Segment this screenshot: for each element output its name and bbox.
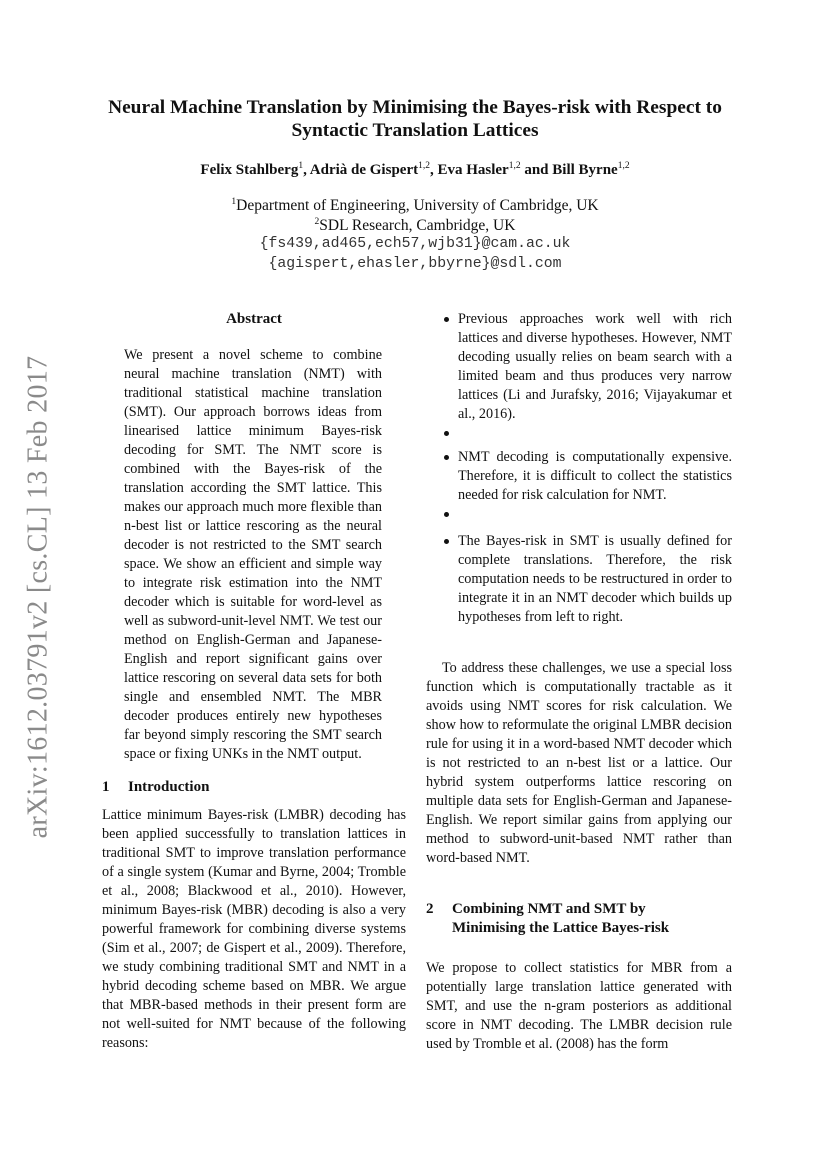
affiliation-2 <box>95 216 735 236</box>
title-line-1: Neural Machine Translation by Minimising the Bayes-risk with Respect to <box>108 97 722 118</box>
section-1-heading <box>102 778 406 797</box>
section-2-title-line-2: Minimising the Lattice Bayes-risk <box>452 920 670 936</box>
author-name: Adrià de Gispert <box>309 162 419 178</box>
right-paragraph: To address these challenges, we use a special loss function which is computationally tractable as it avoids using NMT scores for risk calculation. We show how to reformulate the original LMBR decision rule for using it in a word-based NMT decoder which is not restricted to an n-best list or a lattice. Our hybrid system outperforms lattice rescoring on multiple data sets for English-German and Japanese-English. We report similar gains from applying our method to subword-unit-based NMT rather than word-based NMT. <box>426 660 732 866</box>
right-column <box>426 310 732 1054</box>
spacer <box>426 627 732 659</box>
affiliation-2-sup: 2 <box>314 216 320 227</box>
affiliations <box>95 196 735 274</box>
author-separator: and <box>520 162 553 178</box>
title-line-2: Syntactic Translation Lattices <box>291 120 539 141</box>
bullet-item-2: NMT decoding is computationally expensive. Therefore, it is difficult to collect the statistics needed for risk calculation for NMT. <box>426 448 732 505</box>
affiliation-1 <box>95 196 735 216</box>
author-affil-sup: 1 <box>298 161 304 171</box>
spacer <box>426 868 732 886</box>
section-2-heading <box>426 900 732 938</box>
left-column <box>102 310 406 1053</box>
abstract-heading: Abstract <box>226 311 282 327</box>
bullet-gap-2 <box>426 505 732 532</box>
section-2-title <box>452 900 669 938</box>
arxiv-stamp-text: arXiv:1612.03791v2 [cs.CL] 13 Feb 2017 <box>22 355 53 839</box>
author-separator: , <box>303 162 310 178</box>
author-separator: , <box>429 162 438 178</box>
email-sdl[interactable]: {agispert,ehasler,bbyrne}@sdl.com <box>268 255 562 272</box>
section-2-title-line-1: Combining NMT and SMT by <box>452 901 646 917</box>
abstract-text: We present a novel scheme to combine neural machine translation (NMT) with traditional statistical machine translation (SMT). Our approach borrows ideas from linearised lattice minimum Bayes-risk decoding for SMT. The NMT score is combined with the Bayes-risk of the translation according the SMT lattice. This makes our approach much more flexible than n-best list or lattice rescoring as the neural decoder is not restricted to the SMT search space. We show an efficient and simple way to integrate risk estimation into the NMT decoder which is suitable for word-level as well as subword-unit-level NMT. We test our method on English-German and Japanese-English and report significant gains over lattice rescoring on several data sets for both single and ensembled NMT. The MBR decoder produces entirely new hypotheses far beyond simply rescoring the SMT search space or fixing UNKs in the NMT output. <box>124 347 382 762</box>
spacer <box>426 947 732 959</box>
arxiv-stamp <box>18 355 58 839</box>
paper-title <box>95 96 735 142</box>
author-affil-sup: 1,2 <box>617 161 630 171</box>
author-name: Bill Byrne <box>552 162 618 178</box>
author-affil-sup: 1,2 <box>418 161 430 171</box>
author-affil-sup: 1,2 <box>508 161 521 171</box>
affiliation-1-text: Department of Engineering, University of Cambridge, UK <box>236 197 599 214</box>
section-1-title: Introduction <box>128 779 210 795</box>
author-name: Eva Hasler <box>437 162 509 178</box>
affiliation-2-text: SDL Research, Cambridge, UK <box>319 216 516 234</box>
section-2-text: We propose to collect statistics for MBR from a potentially large translation lattice generated with SMT, and use the n-gram posteriors as additional score in NMT decoding. The LMBR decision rule used by Tromble et al. (2008) has the form <box>426 960 732 1052</box>
author-list <box>95 162 735 179</box>
email-cam[interactable]: {fs439,ad465,ech57,wjb31}@cam.ac.uk <box>259 236 571 252</box>
bullet-list <box>426 310 732 627</box>
bullet-item-3: The Bayes-risk in SMT is usually defined for complete translations. Therefore, the risk computation needs to be restructured in order to integrate it in an NMT decoder which builds up hypotheses from left to right. <box>426 532 732 627</box>
bullet-item-1: Previous approaches work well with rich lattices and diverse hypotheses. However, NMT decoding usually relies on beam search with a limited beam and thus produces very narrow lattices (Li and Jurafsky, 2016; Vijayakumar et al., 2016). <box>426 310 732 424</box>
bullet-gap-1 <box>426 424 732 448</box>
author-name: Felix Stahlberg <box>200 162 299 178</box>
section-2-number: 2 <box>426 901 434 917</box>
introduction-text: Lattice minimum Bayes-risk (LMBR) decoding has been applied successfully to translation lattices in traditional SMT to improve translation performance of a single system (Kumar and Byrne, 2004; Tromble et al., 2008; Blackwood et al., 2010). However, minimum Bayes-risk (MBR) decoding is also a very powerful framework for combining diverse systems (Sim et al., 2007; de Gispert et al., 2009). Therefore, we study combining traditional SMT and NMT in a hybrid decoding scheme based on MBR. We argue that MBR-based methods in their present form are not well-suited for NMT because of the following reasons: <box>102 807 406 1051</box>
affiliation-1-sup: 1 <box>231 197 237 207</box>
section-1-number: 1 <box>102 779 110 795</box>
